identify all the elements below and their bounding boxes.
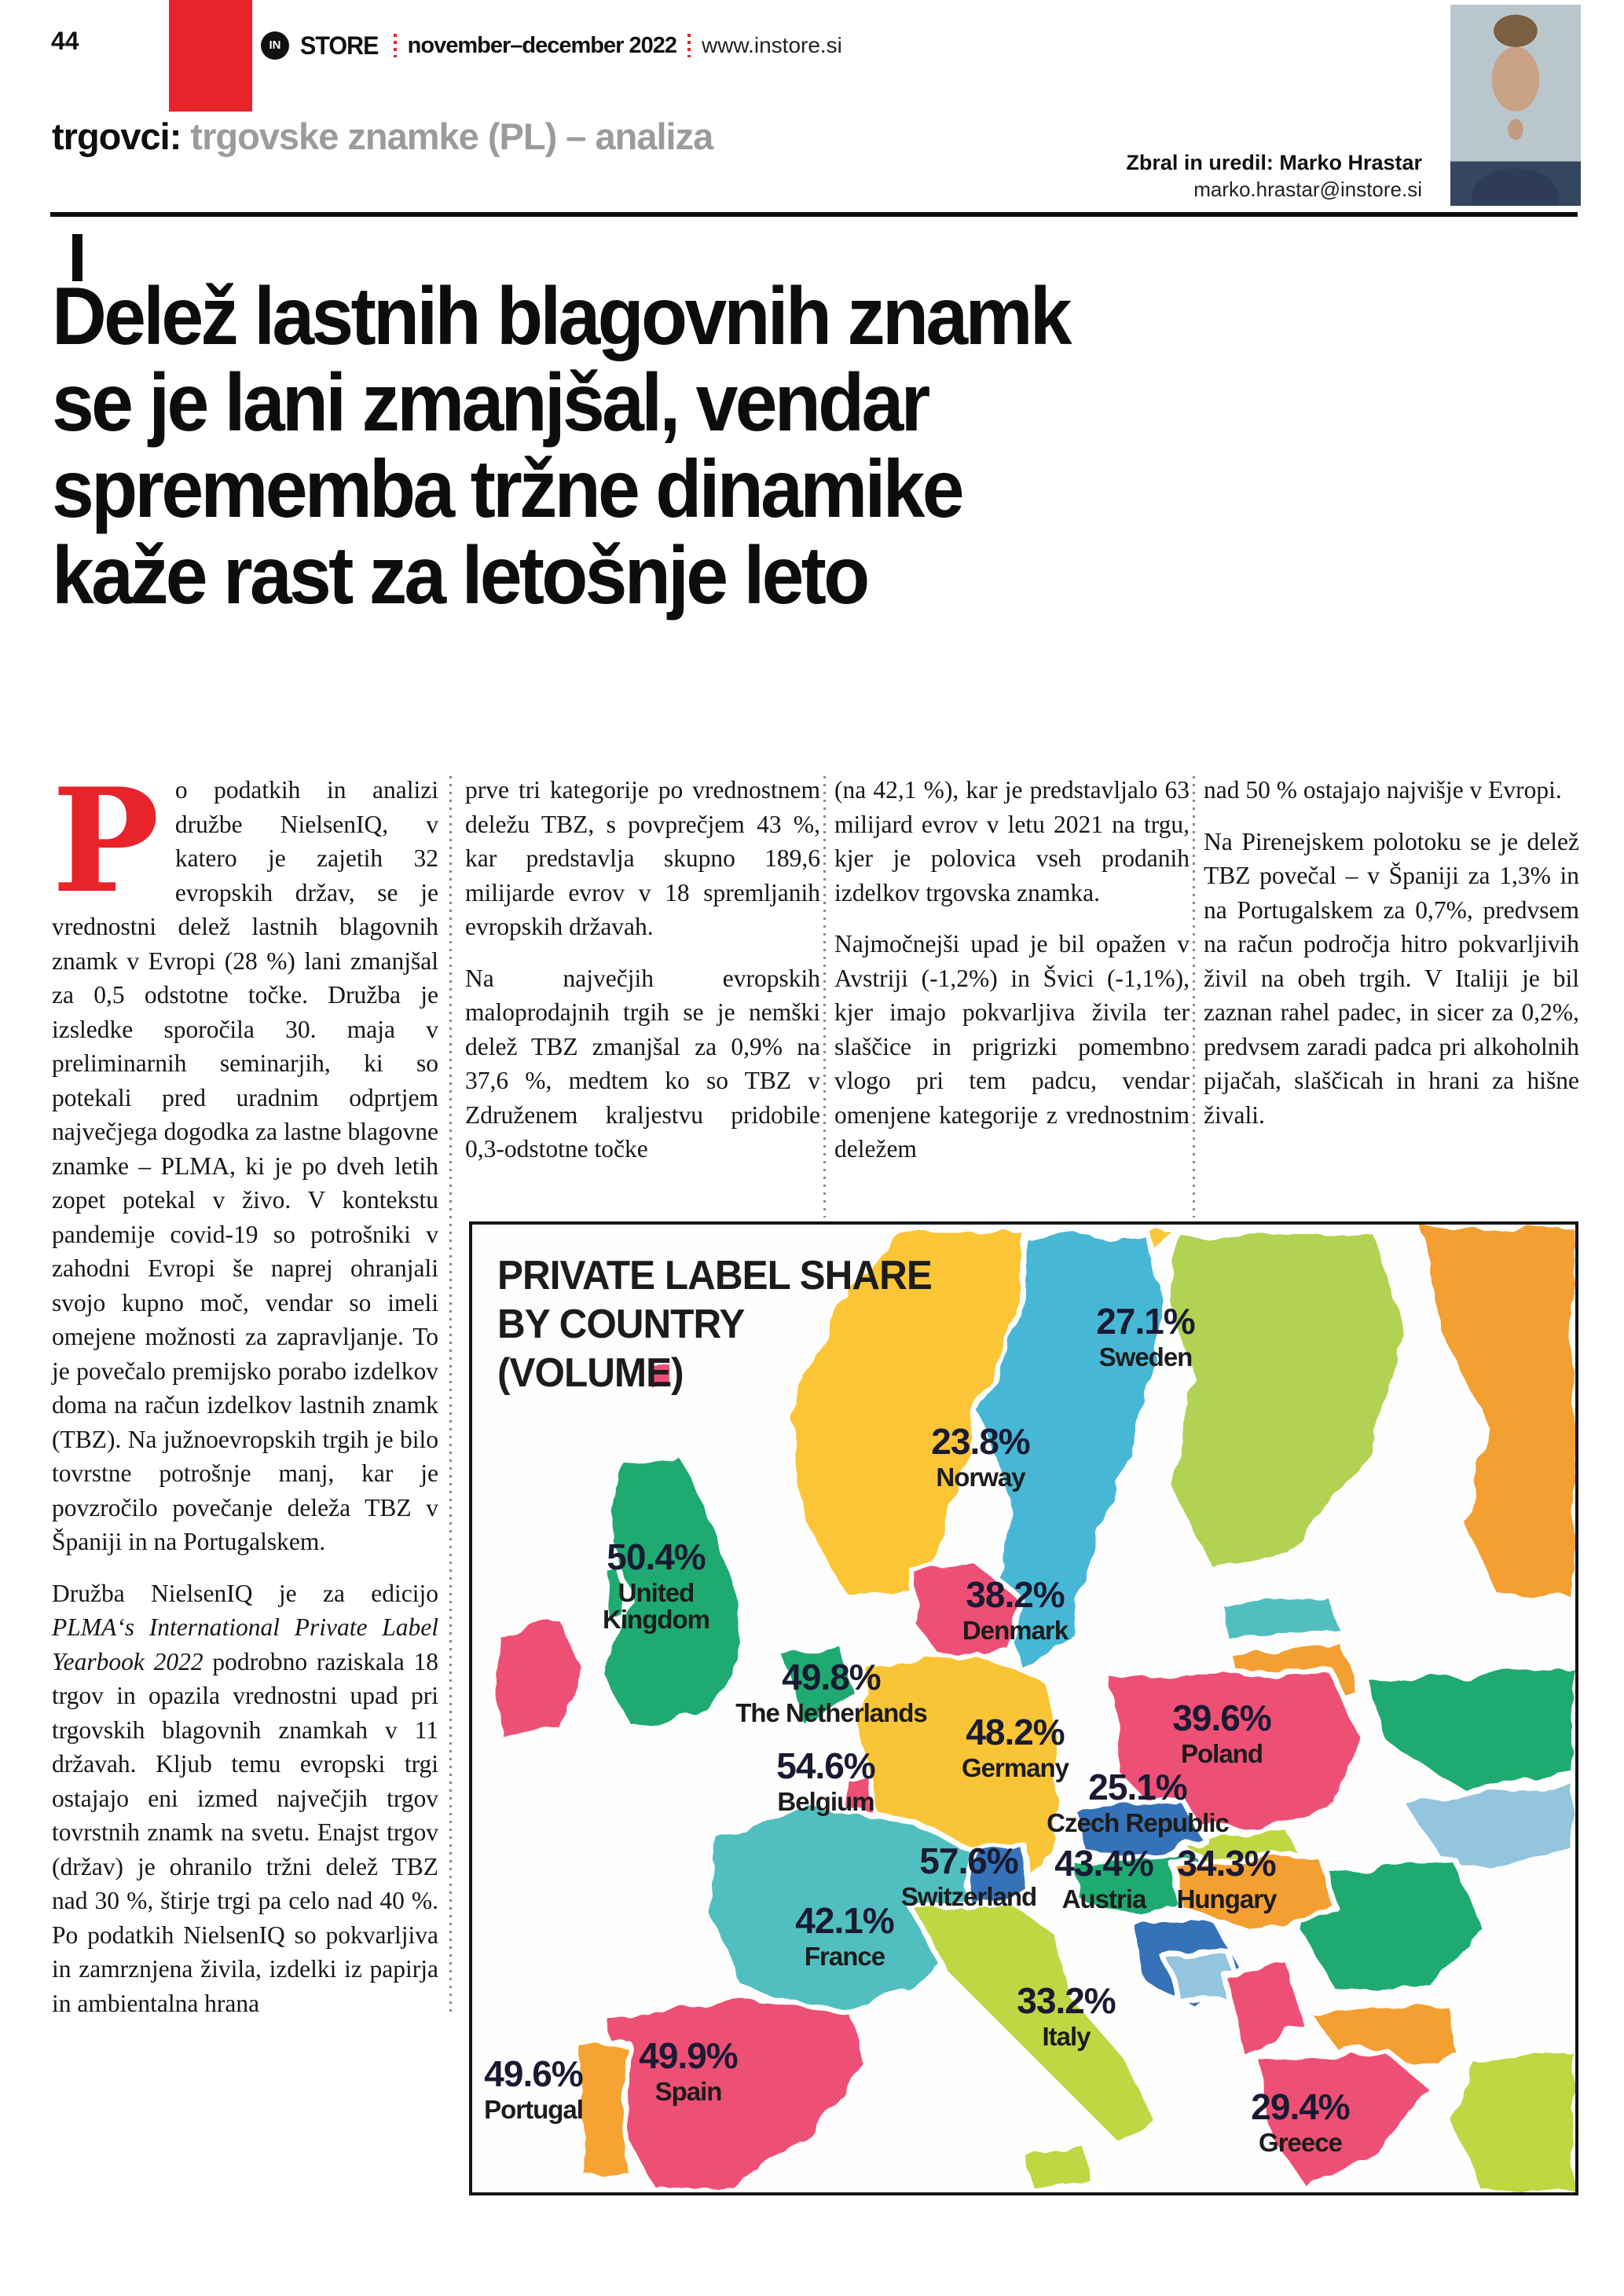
paragraph bbox=[52, 1576, 438, 2021]
map-title-line: PRIVATE LABEL SHARE bbox=[497, 1253, 932, 1298]
body-column-2 bbox=[465, 773, 820, 1184]
map-label-united-kingdom: 50.4% United Kingdom bbox=[603, 1536, 709, 1634]
map-title-line: BY COUNTRY bbox=[497, 1302, 745, 1347]
map-label-italy: 33.2% Italy bbox=[1017, 1980, 1116, 2051]
article-headline bbox=[52, 273, 1440, 619]
map-label-france: 42.1% France bbox=[795, 1900, 894, 1971]
map-label-poland: 39.6% Poland bbox=[1172, 1697, 1271, 1768]
map-label-austria: 43.4% Austria bbox=[1054, 1843, 1153, 1913]
issue-date: november–december 2022 bbox=[407, 32, 676, 58]
map-label-portugal: 49.6% Portugal bbox=[484, 2053, 583, 2124]
dotted-divider-icon bbox=[687, 34, 691, 57]
map-label-denmark: 38.2% Denmark bbox=[962, 1574, 1069, 1645]
drop-cap: P bbox=[52, 756, 159, 925]
headline-line: sprememba tržne dinamike bbox=[52, 444, 962, 535]
country-baltic-1 bbox=[1219, 1594, 1346, 1642]
magazine-name: STORE bbox=[300, 31, 379, 60]
country-sicily bbox=[1022, 2145, 1094, 2191]
section-topic: trgovske znamke (PL) – analiza bbox=[181, 115, 713, 157]
column-separator bbox=[823, 776, 826, 1218]
editor-credit bbox=[904, 149, 1422, 203]
country-russia bbox=[1419, 1225, 1575, 1602]
map-title-line: (VOLUME) bbox=[497, 1350, 684, 1396]
column-separator bbox=[449, 776, 452, 2013]
paragraph bbox=[52, 756, 438, 1559]
section-label: trgovci: bbox=[52, 115, 181, 157]
paragraph: Najmočnejši upad je bil opažen v Avstriji (-1,2%) in Švici (-1,1%), kjer imajo pokvarljiva živila ter slaščice in prigrizki pomembno vlogo pri tem padcu, vendar omenjene kategorije z vrednostnim deležem bbox=[834, 930, 1190, 1163]
header-rule bbox=[50, 212, 1578, 217]
map-label-belgium: 54.6% Belgium bbox=[776, 1745, 875, 1816]
country-turkey bbox=[1448, 2049, 1575, 2192]
paragraph-text: o podatkih in analizi družbe NielsenIQ, v katero je zajetih 32 evropskih držav, se je vrednostni delež lastnih blagovnih znamk v Evropi (28 %) lani zmanjšal za 0,5 odstotne točke. Družba je izsledke sporočila 30. maja v preliminarnih seminarjih, ki so potekali pred uradnim odprtjem največjega dogodka za lastne blagovne znamke – PLMA, ki je po dveh letih zopet potekal v živo. V kontekstu pandemije covid-19 so potrošniki v zahodni Evropi še naprej ohranjali svojo kupno moč, vendar so imeli omejene možnosti za zapravljanje. To je povečalo premijsko porabo izdelkov doma na račun izdelkov lastnih znamk (TBZ). Na južnoevropskih trgih je bilo tovrstne potrošnje manj, kar je povzročilo povečanje deleža TBZ v Španiji in na Portugalskem. bbox=[52, 776, 438, 1555]
editor-photo bbox=[1450, 5, 1581, 206]
body-column-4 bbox=[1204, 773, 1579, 1149]
column-separator bbox=[1193, 776, 1195, 1218]
country-ukraine bbox=[1368, 1664, 1575, 1792]
paragraph-text: Družba NielsenIQ je za edicijo bbox=[52, 1579, 438, 1607]
masthead bbox=[261, 31, 842, 60]
instore-logo-icon: IN bbox=[261, 31, 289, 60]
paragraph: Na največjih evropskih maloprodajnih trgih se je nemški delež TBZ zmanjšal za 0,9% na 37,6 %, medtem ko so TBZ v Združenem kraljestvu pridobile 0,3-odstotne točke bbox=[465, 964, 820, 1163]
map-label-hungary: 34.3% Hungary bbox=[1176, 1843, 1277, 1913]
paragraph: (na 42,1 %), kar je predstavljalo 63 milijard evrov v letu 2021 na trgu, kjer je polovica vseh prodanih izdelkov trgovska znamka. bbox=[834, 776, 1190, 906]
country-east-lowland bbox=[1399, 1782, 1575, 1870]
headline-line: Delež lastnih blagovnih znamk bbox=[52, 271, 1069, 362]
country-ireland bbox=[496, 1617, 584, 1737]
map-label-spain: 49.9% Spain bbox=[639, 2035, 738, 2106]
paragraph: Na Pirenejskem polotoku se je delež TBZ povečal – v Španiji za 1,3% in na Portugalskem za 0,7%, predvsem na račun področja hitro pokvarljivih živil na obeh trgih. V Italiji je bil zaznan rahel padec, in sicer za 0,2%, predvsem zaradi padca pri alkoholnih pijačah, slaščicah in hrani za hišne živali. bbox=[1204, 827, 1579, 1129]
yearbook-title: PLMA‘s International Private Label Yearbook 2022 bbox=[52, 1613, 438, 1675]
headline-line: kaže rast za letošnje leto bbox=[52, 530, 867, 621]
country-finland bbox=[1164, 1232, 1407, 1570]
map-label-sweden: 27.1% Sweden bbox=[1096, 1301, 1195, 1371]
body-column-3 bbox=[834, 773, 1190, 1184]
paragraph: nad 50 % ostajajo najvišje v Evropi. bbox=[1204, 776, 1562, 804]
country-portugal bbox=[578, 2041, 631, 2179]
map-label-netherlands: 49.8% The Netherlands bbox=[735, 1657, 927, 1727]
private-label-share-map bbox=[469, 1221, 1578, 2195]
body-column-1 bbox=[52, 756, 438, 2038]
website-url: www.instore.si bbox=[701, 33, 842, 57]
map-title bbox=[497, 1251, 932, 1397]
page-number: 44 bbox=[51, 27, 79, 55]
map-label-switzerland: 57.6% Switzerland bbox=[900, 1840, 1037, 1911]
editor-email: marko.hrastar@instore.si bbox=[1193, 178, 1422, 202]
map-label-czech-republic: 25.1% Czech Republic bbox=[1047, 1767, 1229, 1837]
red-accent-block bbox=[169, 0, 252, 112]
headline-line: se je lani zmanjšal, vendar bbox=[52, 357, 928, 449]
dotted-divider-icon bbox=[394, 34, 397, 57]
map-label-norway: 23.8% Norway bbox=[931, 1421, 1030, 1492]
editor-name: Zbral in uredil: Marko Hrastar bbox=[1126, 151, 1422, 174]
paragraph: prve tri kategorije po vrednostnem deležu TBZ, s povprečjem 43 %, kar predstavlja skupno 189,6 milijarde evrov v 18 spremljanih evropskih državah. bbox=[465, 776, 820, 940]
map-label-germany: 48.2% Germany bbox=[961, 1712, 1069, 1782]
paragraph-text: podrobno raziskala 18 trgov in opazila vrednostni upad pri trgovskih blagovnih znamkah v 11 državah. Kljub temu evropski trgi ostajajo eni izmed največjih trgov tovrstnih znamk na svetu. Enajst trgov (držav) je ohranilo tržni delež TBZ nad 30 %, štirje trgi pa celo nad 40 %. Po podatkih NielsenIQ so pokvarljiva in zamrznjena živila, izdelki iz papirja in ambientalna hrana bbox=[52, 1647, 438, 2017]
map-label-greece: 29.4% Greece bbox=[1251, 2086, 1350, 2157]
country-serbia bbox=[1219, 1963, 1307, 2059]
section-header bbox=[52, 115, 713, 157]
